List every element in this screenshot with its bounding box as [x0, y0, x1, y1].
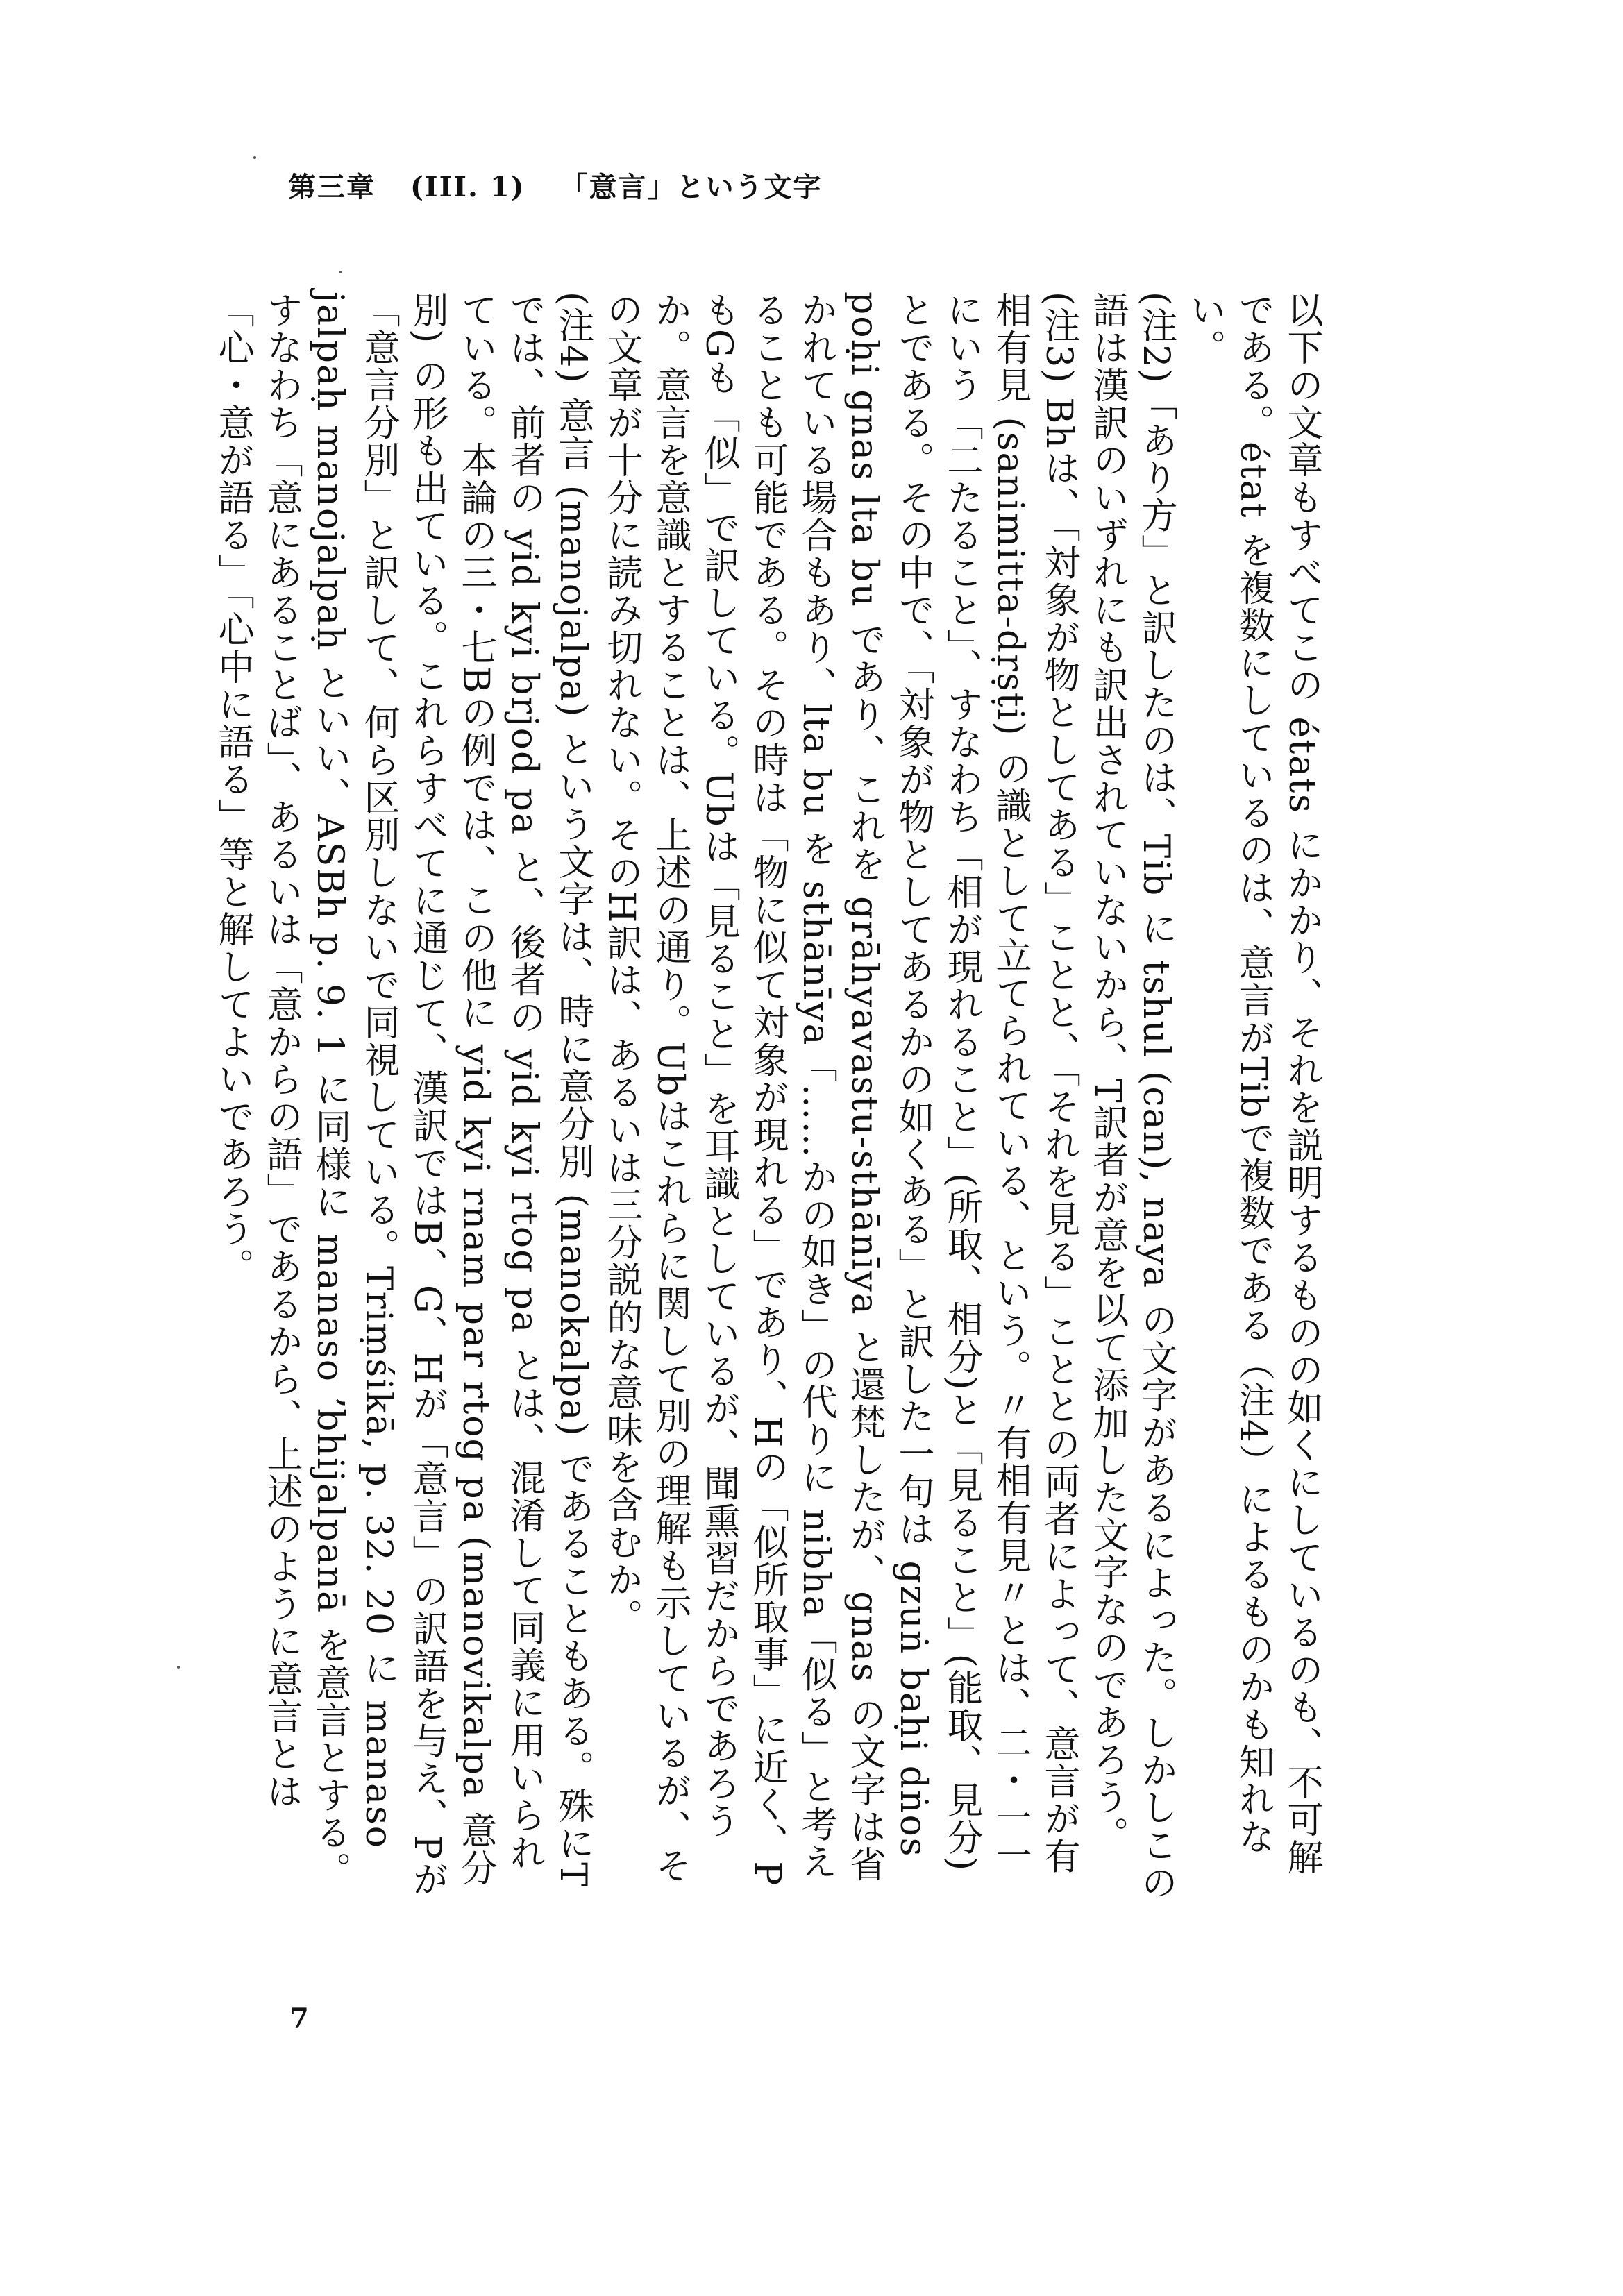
- paragraph-main: 以下の文章もすべてこの états にかかり、それを説明するものの如くにしているのも、不可解である。état を複数にしているのは、意言がTibで複数である（注4）によるものかも知れない。: [1184, 292, 1322, 1877]
- body-text: [212, 292, 1326, 1909]
- page-number: 7: [289, 2002, 309, 2035]
- section-title: 「意言」という文字: [560, 171, 823, 203]
- scan-speck: [177, 1666, 180, 1669]
- note-3: (注3) Bhは、「対象が物としてある」ことと、「それを見る」こととの両者によって、意言が有相有見 (sanimitta-dṛṣṭi) の識として立てられている、という。〃有相有見〃とは、二・一一にいう「二たること」、すなわち「相が現れること」(所取、相分)と「見ること」(能取、見分)とである。その中で、「対象が物としてあるかの如くある」と訳した一句は gzuṅ baḥi dṅos poḥi gnas lta bu であり、これを grāhyavastu-sthānīya と還梵したが、gnas の文字は省かれている場合もあり、lta bu を sthānīya「……かの如き」の代りに nibha「似る」と考えることも可能である。その時は「物に似て対象が現れる」であり、Hの「似所取事」に近く、PもGも「似」で訳している。Ubは「見ること」を耳識としているが、聞熏習だからであろうか。意言を意識とすることは、上述の通り。Ubはこれらに関して別の理解も示しているが、その文章が十分に読み切れない。そのH訳は、あるいは三分説的な意味を含むか。: [600, 292, 1079, 1887]
- scan-speck: [253, 156, 256, 159]
- note-4: (注4) 意言 (manojalpa) という文字は、時に意分別 (manokalpa) であることもある。殊にTでは、前者の yid kyi brjod pa と、後者の yid kyi rtog pa とは、混淆して同義に用いられている。本論の三・七Bの例では、この他に yid kyi rnam par rtog pa (manovikalpa 意分別) の形も出ている。これらすべてに通じて、漢訳ではB、G、Hが「意言」の訳語を与え、Pが「意言分別」と訳して、何ら区別しないで同視している。Triṃśikā, p. 32. 20 に manaso jalpaḥ manojalpaḥ といい、ASBh p. 9. 1 に同様に manaso ʼbhijalpanā を意言とする。すなわち「意にあることば」、あるいは「意からの語」であるから、上述のように意言とは「心・意が語る」「心中に語る」等と解してよいであろう。: [212, 292, 594, 1898]
- scan-speck: [339, 271, 342, 273]
- note-2: (注2)「あり方」と訳したのは、Tib に tshul (can), naya の文字があるによった。しかしこの語は漢訳のいずれにも訳出されていないから、T訳者が意を以て添加した文字なのであろう。: [1086, 292, 1177, 1902]
- section-label: (III. 1): [410, 171, 525, 203]
- running-head: [288, 165, 846, 205]
- chapter-label: 第三章: [288, 171, 376, 203]
